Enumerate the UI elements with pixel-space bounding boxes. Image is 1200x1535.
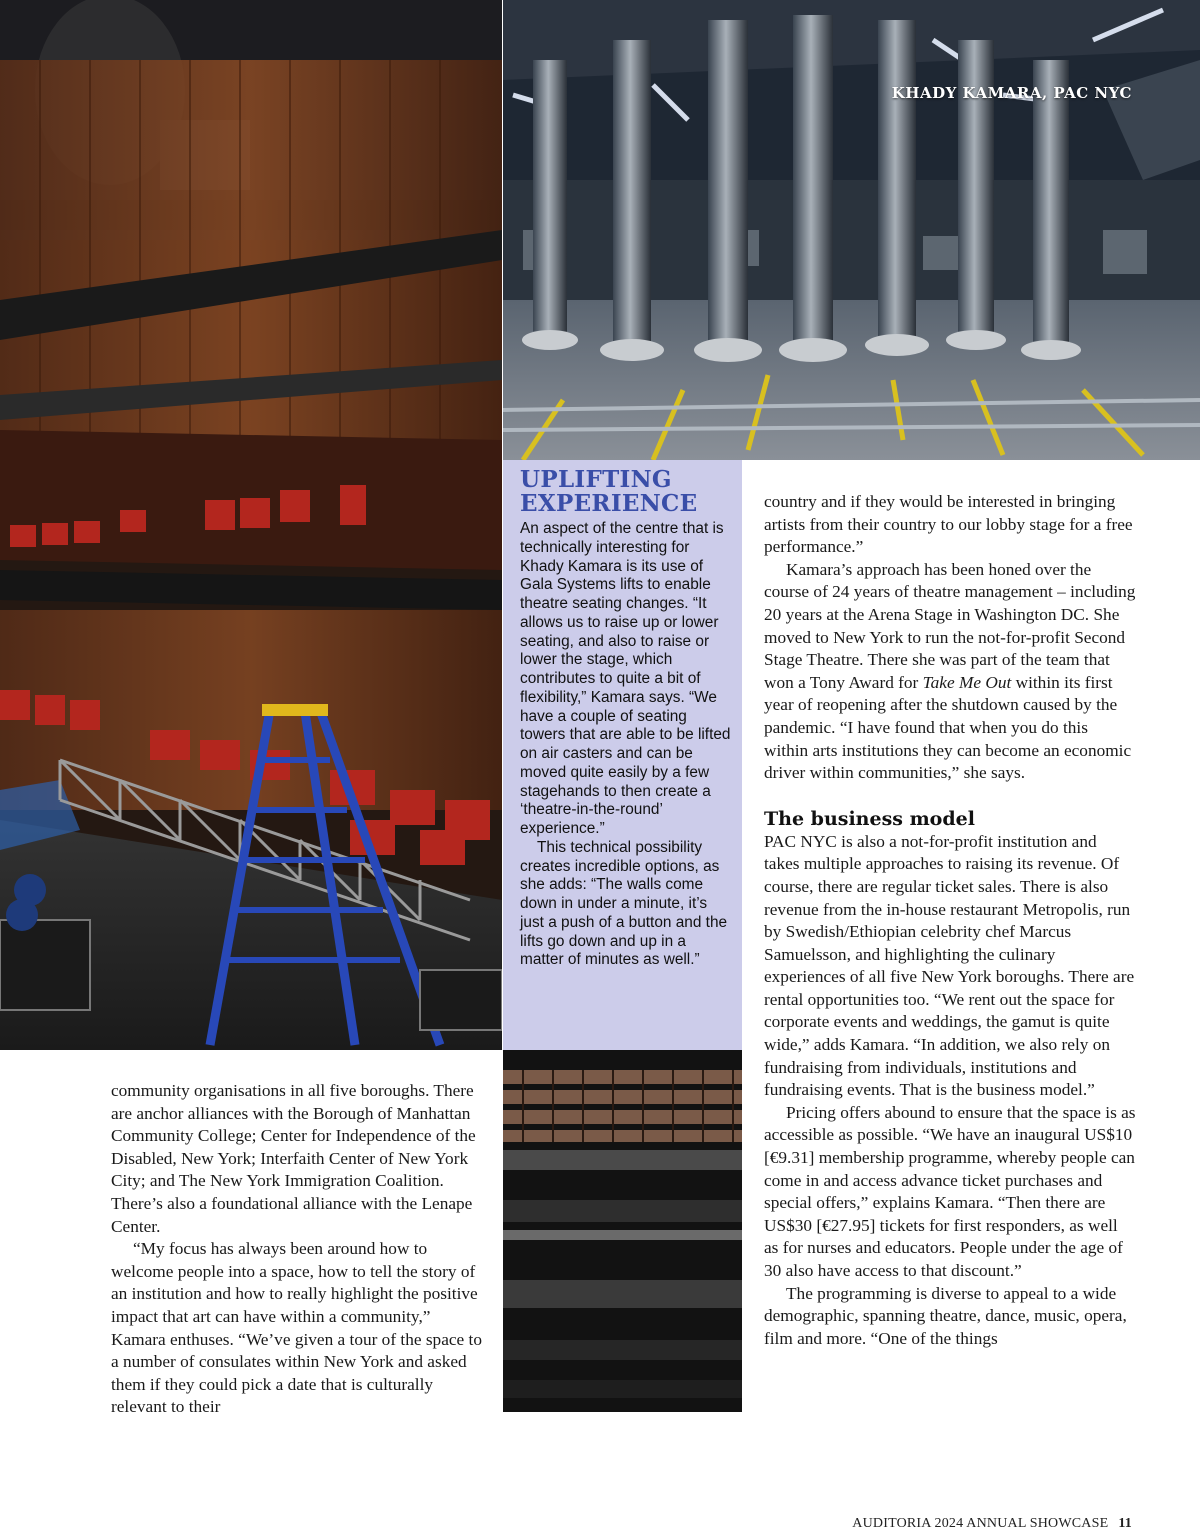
body-paragraph: Pricing offers abound to ensure that the space is as accessible as possible. “We have an inaugural US$10 [€9.31] membership programme, whereby people can come in and access advance ticket purchases and special offers,” explains Kamara. “Then there are US$30 [€27.95] tickets for first responders, as well as for nurses and educators. People under the age of 30 also have access to that discount.” [764,1102,1136,1280]
body-paragraph: community organisations in all five boroughs. There are anchor alliances with the Borough of Manhattan Community College; Center for Independence of the Disabled, New York; Interfaith Center of New York City; and The New York Immigration Coalition. There’s also a foundational alliance with the Lenape Center. [111,1081,476,1236]
sidebar-heading-line2: EXPERIENCE [520,490,698,517]
paragraph-text: Kamara’s approach has been honed over the course of 24 years of theatre management – including 20 years at the Arena Stage in Washington DC. She moved to New York to run the not-for-profit Second Stage Theatre. There she was part of the team that won a Tony Award for [764,559,1136,692]
sidebar-paragraph: An aspect of the centre that is technically interesting for Khady Kamara is its use of Gala Systems lifts to enable theatre seating changes. “It allows us to raise up or lower seating, and also to raise or lower the stage, which contributes to quite a bit of flexibility,” Kamara says. “We have a couple of seating towers that are able to be lifted on air casters and can be moved quite easily by a few stagehands to then create a ‘theatre-in-the-round’ experience.” [520,520,731,837]
paragraph-text: within its first year of reopening after the shutdown caused by the pandemic. “I have found that when you do this within arts institutions they can become an economic driver within communities,” she says. [764,672,1132,783]
sidebar-text [520,520,732,970]
body-paragraph [764,559,1136,785]
right-text-column [764,491,1136,1350]
photo-credit: KHADY KAMARA, PAC NYC [891,84,1132,102]
body-paragraph: “My focus has always been around how to welcome people into a space, how to tell the story of an institution and how to really highlight the positive impact that art can have within a community,” Kamara enthuses. “We’ve given a tour of the space to a number of consulates within New York and asked them if they could pick a date that is culturally relevant to their [111,1239,482,1417]
page-footer [852,1516,1132,1532]
body-paragraph: country and if they would be interested in bringing artists from their country to our lobby stage for a free performance.” [764,492,1133,557]
show-title: Take Me Out [922,672,1012,692]
stage-lifts-photo [503,0,1200,460]
ceiling-grid-photo [503,1050,742,1412]
section-subheading: The business model [764,807,975,830]
auditorium-photo [0,0,502,1050]
left-text-column [111,1080,483,1419]
body-paragraph: PAC NYC is also a not-for-profit institution and takes multiple approaches to raising its revenue. Of course, there are regular ticket sales. There is also revenue from the in-house restaurant Metropolis, run by Swedish/Ethiopian celebrity chef Marcus Samuelsson, and highlighting the culinary experiences of all five New York boroughs. There are rental opportunities too. “We rent out the space for corporate events and weddings, the gamut is quite wide,” adds Kamara. “In addition, we also rely on fundraising from individuals, institutions and fundraising events. That is the business model.” [764,831,1135,1100]
sidebar-paragraph: This technical possibility creates incredible options, as she adds: “The walls come down in under a minute, it’s just a push of a button and the lifts go down and up in a matter of minutes as well.” [520,838,728,969]
sidebar-heading [520,468,732,516]
sidebar-heading-line1: UPLIFTING [520,466,672,493]
page-number: 11 [1118,1516,1132,1531]
body-paragraph: The programming is diverse to appeal to a wide demographic, spanning theatre, dance, music, opera, film and more. “One of the things [764,1283,1127,1348]
publication-name: AUDITORIA 2024 ANNUAL SHOWCASE [852,1516,1109,1531]
sidebar-box [503,460,742,1050]
